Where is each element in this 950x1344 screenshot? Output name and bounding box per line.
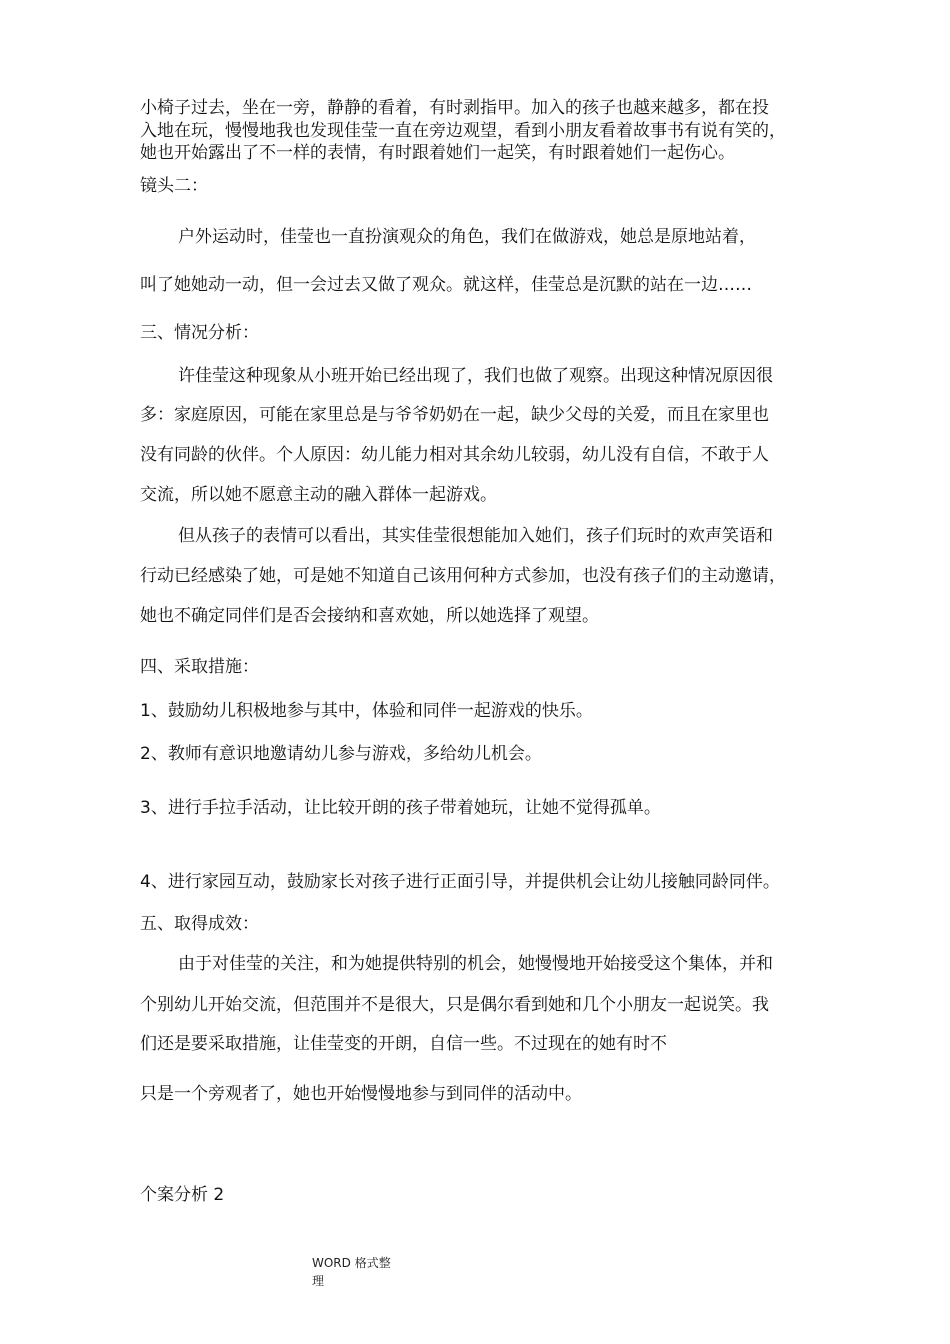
results-line-4: 只是一个旁观者了，她也开始慢慢地参与到同伴的活动中。	[140, 1084, 582, 1104]
footer-watermark-line-2: 理	[312, 1274, 325, 1288]
intro-line-1: 小椅子过去，坐在一旁，静静的看着，有时剥指甲。加入的孩子也越来越多，都在投	[140, 98, 769, 118]
scene2-heading: 镜头二：	[140, 176, 208, 196]
analysis-heading: 三、情况分析：	[140, 323, 259, 343]
analysis-p1-line-3: 没有同龄的伙伴。个人原因：幼儿能力相对其余幼儿较弱，幼儿没有自信，不敢于人	[140, 445, 769, 465]
next-case-title: 个案分析 2	[140, 1185, 225, 1205]
analysis-p1-line-1: 许佳莹这种现象从小班开始已经出现了，我们也做了观察。出现这种情况原因很	[178, 366, 773, 386]
analysis-p1-line-2: 多：家庭原因，可能在家里总是与爷爷奶奶在一起，缺少父母的关爱，而且在家里也	[140, 405, 769, 425]
analysis-p2-line-1: 但从孩子的表情可以看出，其实佳莹很想能加入她们，孩子们玩时的欢声笑语和	[178, 526, 773, 546]
scene2-line-2: 叫了她她动一动，但一会过去又做了观众。就这样，佳莹总是沉默的站在一边……	[140, 275, 752, 295]
footer-watermark-line-1: WORD 格式整	[312, 1256, 391, 1270]
results-heading: 五、取得成效：	[140, 914, 259, 934]
results-line-2: 个别幼儿开始交流，但范围并不是很大，只是偶尔看到她和几个小朋友一起说笑。我	[140, 995, 769, 1015]
scene2-line-1: 户外运动时，佳莹也一直扮演观众的角色，我们在做游戏，她总是原地站着，	[178, 227, 756, 247]
analysis-p2-line-3: 她也不确定同伴们是否会接纳和喜欢她，所以她选择了观望。	[140, 606, 599, 626]
analysis-p1-line-4: 交流，所以她不愿意主动的融入群体一起游戏。	[140, 485, 497, 505]
analysis-p2-line-2: 行动已经感染了她，可是她不知道自己该用何种方式参加，也没有孩子们的主动邀请，	[140, 566, 786, 586]
measure-item-1: 1、鼓励幼儿积极地参与其中，体验和同伴一起游戏的快乐。	[140, 701, 593, 721]
measures-heading: 四、采取措施：	[140, 657, 259, 677]
measure-item-4: 4、进行家园互动，鼓励家长对孩子进行正面引导，并提供机会让幼儿接触同龄同伴。	[140, 872, 780, 892]
intro-line-2: 入地在玩，慢慢地我也发现佳莹一直在旁边观望，看到小朋友看着故事书有说有笑的，	[140, 121, 786, 141]
results-line-3: 们还是要采取措施，让佳莹变的开朗，自信一些。不过现在的她有时不	[140, 1034, 667, 1054]
measure-item-3: 3、进行手拉手活动，让比较开朗的孩子带着她玩，让她不觉得孤单。	[140, 798, 661, 818]
measure-item-2: 2、教师有意识地邀请幼儿参与游戏，多给幼儿机会。	[140, 744, 542, 764]
results-line-1: 由于对佳莹的关注，和为她提供特别的机会，她慢慢地开始接受这个集体，并和	[178, 954, 773, 974]
intro-line-3: 她也开始露出了不一样的表情，有时跟着她们一起笑，有时跟着她们一起伤心。	[140, 143, 735, 163]
